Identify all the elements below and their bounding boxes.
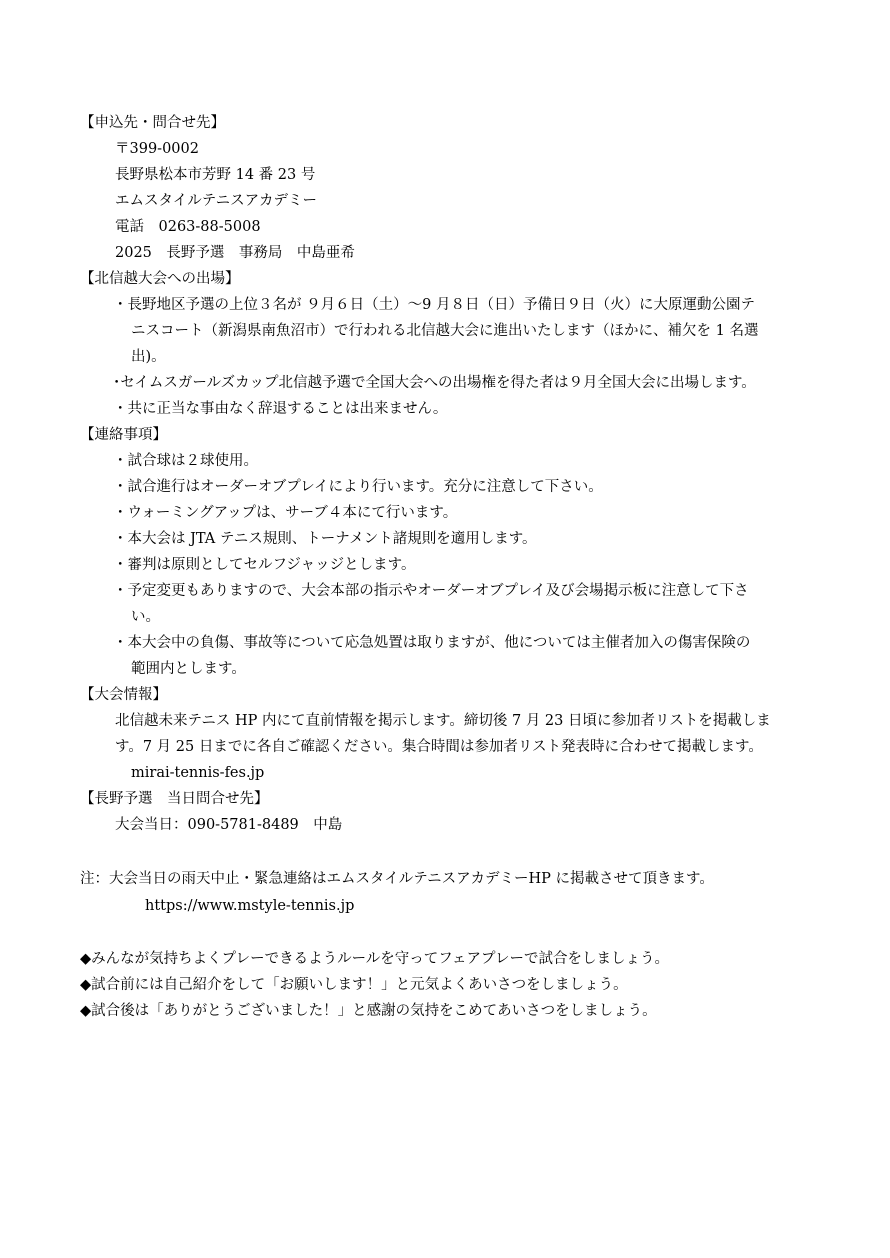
contact-phone: 電話 0263-88-5008 — [115, 219, 261, 235]
info-line1: 北信越未来テニス HP 内にて直前情報を掲示します。締切後 7 月 23 日頃に参加者リストを掲載しま — [115, 713, 771, 729]
dayof-contact: 大会当日：090-5781-8489 中島 — [115, 817, 343, 833]
note-line: 注：大会当日の雨天中止・緊急連絡はエムスタイルテニスアカデミーHP に掲載させて頂きます。 — [80, 871, 714, 887]
manner-2: ◆試合前には自己紹介をして「お願いします！」と元気よくあいさつをしましょう。 — [80, 977, 628, 993]
dayof-heading: 【長野予選 当日問合せ先】 — [80, 791, 269, 807]
contact-postal: 〒399-0002 — [115, 141, 199, 157]
contact-address: 長野県松本市芳野 14 番 23 号 — [115, 167, 316, 183]
hokushinetsu-bullet1-line1: ・長野地区予選の上位３名が ９月６日（土）～9 月８日（日）予備日９日（火）に大原運動公園テ — [113, 297, 755, 313]
hokushinetsu-bullet1-line2: ニスコート（新潟県南魚沼市）で行われる北信越大会に進出いたします（ほかに、補欠を 1 名選 — [131, 323, 759, 339]
notices-item6-line1: ・予定変更もありますので、大会本部の指示やオーダーオブプレイ及び会場掲示板に注意して下さ — [113, 583, 749, 599]
notices-item5: ・審判は原則としてセルフジャッジとします。 — [113, 557, 416, 573]
notices-item2: ・試合進行はオーダーオブプレイにより行います。充分に注意して下さい。 — [113, 479, 603, 495]
notices-heading: 【連絡事項】 — [80, 427, 167, 443]
note-url-link[interactable]: https://www.mstyle-tennis.jp — [145, 898, 355, 914]
hokushinetsu-bullet3: ・共に正当な事由なく辞退することは出来ません。 — [113, 401, 448, 417]
hokushinetsu-bullet1-line3: 出)。 — [131, 349, 166, 365]
contact-heading: 【申込先・問合せ先】 — [80, 115, 225, 131]
hokushinetsu-heading: 【北信越大会への出場】 — [80, 271, 240, 287]
hokushinetsu-bullet2: ･セイムスガールズカップ北信越予選で全国大会への出場権を得た者は９月全国大会に出場します。 — [113, 375, 756, 391]
notices-item4: ・本大会は JTA テニス規則、トーナメント諸規則を適用します。 — [113, 531, 537, 547]
manner-3: ◆試合後は「ありがとうございました！」と感謝の気持をこめてあいさつをしましょう。 — [80, 1003, 657, 1019]
notices-item7-line2: 範囲内とします。 — [131, 661, 246, 677]
contact-org: エムスタイルテニスアカデミー — [115, 193, 317, 209]
info-line2: す。7 月 25 日までに各自ご確認ください。集合時間は参加者リスト発表時に合わせて掲載します。 — [115, 739, 763, 755]
contact-office: 2025 長野予選 事務局 中島亜希 — [115, 245, 355, 261]
notices-item6-line2: い。 — [131, 609, 160, 625]
notices-item1: ・試合球は２球使用。 — [113, 453, 258, 469]
manner-1: ◆みんなが気持ちよくプレーできるようルールを守ってフェアプレーで試合をしましょう。 — [80, 951, 669, 967]
info-heading: 【大会情報】 — [80, 687, 167, 703]
info-url-link[interactable]: mirai-tennis-fes.jp — [131, 765, 265, 781]
notices-item7-line1: ・本大会中の負傷、事故等について応急処置は取りますが、他については主催者加入の傷害保険の — [113, 635, 751, 651]
notices-item3: ・ウォーミングアップは、サーブ４本にて行います。 — [113, 505, 458, 521]
